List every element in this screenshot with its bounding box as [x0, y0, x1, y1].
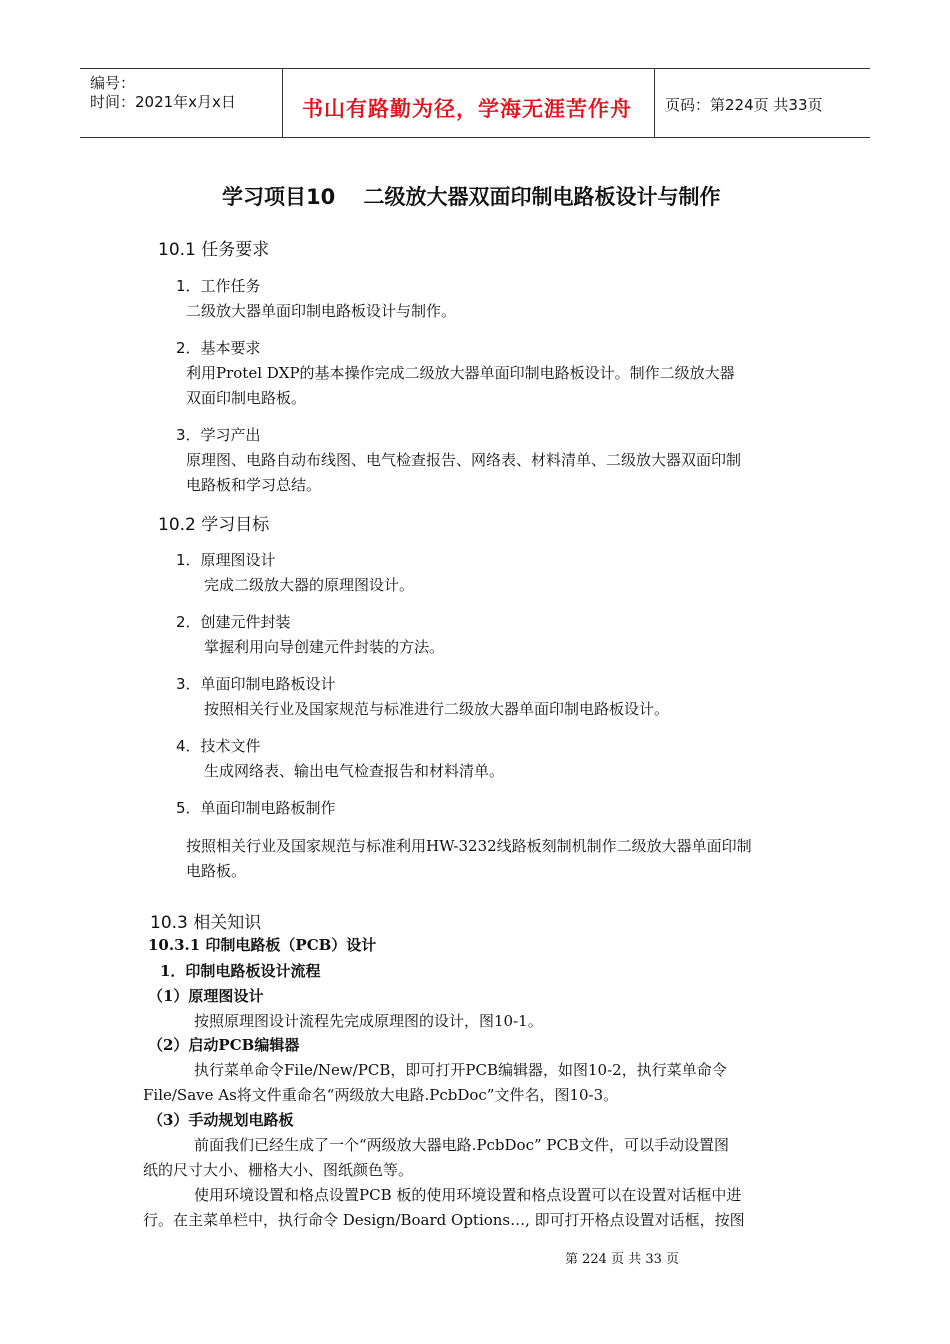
- header-page-number: 页码：第224页 共33页: [665, 96, 823, 114]
- item-heading: 2．创建元件封装: [176, 613, 291, 631]
- item-heading: 1．印制电路板设计流程: [160, 962, 321, 980]
- header-divider: [654, 69, 655, 137]
- item-text: 前面我们已经生成了一个“两级放大器电路.PcbDoc” PCB文件，可以手动设置图: [194, 1136, 730, 1154]
- item-text: 按照原理图设计流程先完成原理图的设计，图10-1。: [194, 1012, 543, 1030]
- item-text: 原理图、电路自动布线图、电气检查报告、网络表、材料清单、二级放大器双面印制: [186, 451, 742, 469]
- section-heading: 10.2 学习目标: [158, 515, 270, 535]
- item-heading: （1）原理图设计: [148, 987, 264, 1005]
- document-title: 学习项目10 二级放大器双面印制电路板设计与制作: [222, 185, 721, 209]
- item-text: 按照相关行业及国家规范与标准利用HW-3232线路板刻制机制作二级放大器单面印制: [186, 837, 752, 855]
- item-text: 完成二级放大器的原理图设计。: [204, 576, 415, 594]
- item-heading: 4．技术文件: [176, 737, 261, 755]
- item-heading: 1．工作任务: [176, 277, 261, 295]
- page-header: [80, 68, 870, 138]
- item-text: 掌握利用向导创建元件封装的方法。: [204, 638, 445, 656]
- item-text: 双面印制电路板。: [186, 389, 307, 407]
- section-heading: 10.3 相关知识: [150, 913, 262, 933]
- header-motto: 书山有路勤为径，学海无涯苦作舟: [302, 97, 632, 121]
- item-heading: 1．原理图设计: [176, 551, 276, 569]
- item-text: 纸的尺寸大小、栅格大小、图纸颜色等。: [143, 1161, 414, 1179]
- item-text: 二级放大器单面印制电路板设计与制作。: [186, 302, 457, 320]
- item-text: 电路板和学习总结。: [186, 476, 322, 494]
- item-heading: 5．单面印制电路板制作: [176, 799, 336, 817]
- header-time: 时间：2021年x月x日: [90, 93, 236, 111]
- item-heading: （2）启动PCB编辑器: [148, 1036, 300, 1054]
- item-text: 执行菜单命令File/New/PCB，即可打开PCB编辑器，如图10-2，执行菜单命令: [194, 1061, 727, 1079]
- item-text: File/Save As将文件重命名“两级放大电路.PcbDoc”文件名，图10-3。: [143, 1086, 619, 1104]
- header-divider: [282, 69, 283, 137]
- item-text: 按照相关行业及国家规范与标准进行二级放大器单面印制电路板设计。: [204, 700, 670, 718]
- section-heading: 10.1 任务要求: [158, 240, 270, 260]
- item-heading: （3）手动规划电路板: [148, 1111, 294, 1129]
- subsection-heading: 10.3.1 印制电路板（PCB）设计: [148, 936, 377, 954]
- item-text: 利用Protel DXP的基本操作完成二级放大器单面印制电路板设计。制作二级放大器: [186, 364, 735, 382]
- page-footer: 第 224 页 共 33 页: [565, 1252, 680, 1267]
- header-number: 编号：: [90, 74, 136, 92]
- item-text: 生成网络表、输出电气检查报告和材料清单。: [204, 762, 505, 780]
- item-text: 行。在主菜单栏中，执行命令 Design/Board Options…, 即可打开格点设置对话框，按图: [143, 1211, 745, 1229]
- item-heading: 3．学习产出: [176, 426, 261, 444]
- item-text: 使用环境设置和格点设置PCB 板的使用环境设置和格点设置可以在设置对话框中进: [194, 1186, 742, 1204]
- item-heading: 2．基本要求: [176, 339, 261, 357]
- item-heading: 3．单面印制电路板设计: [176, 675, 336, 693]
- item-text: 电路板。: [186, 862, 247, 880]
